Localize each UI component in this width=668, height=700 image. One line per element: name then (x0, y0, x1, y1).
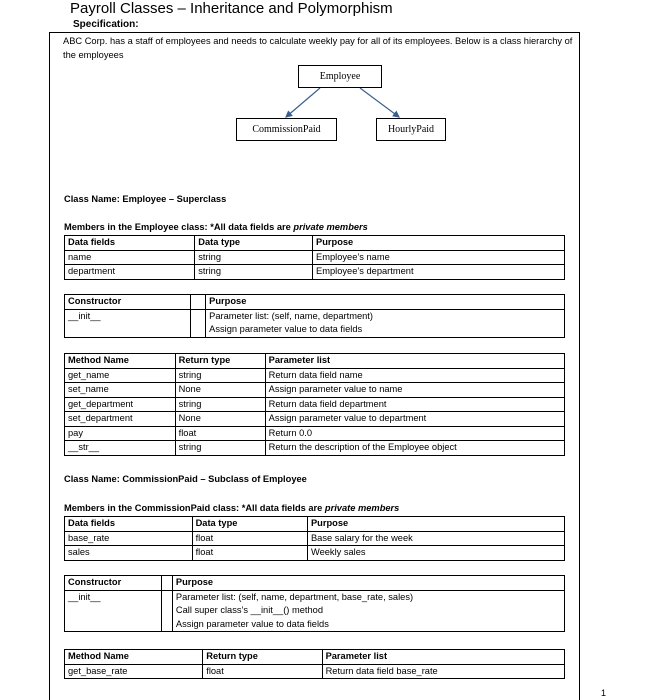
specification-label: Specification: (73, 19, 139, 30)
table-cell: float (192, 546, 307, 561)
table-cell: string (175, 368, 265, 383)
commission-constructor-table (64, 575, 565, 632)
table-cell: float (175, 426, 265, 441)
table-cell: float (192, 531, 307, 546)
commission-members-note (64, 503, 399, 513)
table-row (65, 590, 565, 632)
table-cell: department (65, 265, 195, 280)
table-cell: set_department (65, 412, 176, 427)
page-number: 1 (600, 688, 606, 698)
commission-members-label: Members in the CommissionPaid class: *All data fields are (64, 503, 325, 513)
arrow-to-hourlypaid (360, 88, 399, 117)
table-header-row (65, 295, 565, 310)
header-cell: Constructor (65, 295, 191, 310)
header-cell: Parameter list (265, 354, 564, 369)
table-cell (191, 309, 206, 337)
commission-class-name: Class Name: CommissionPaid – Subclass of Employee (64, 474, 307, 484)
table-cell: sales (65, 546, 193, 561)
employee-constructor-table (64, 294, 565, 338)
header-cell (191, 295, 206, 310)
employee-fields-table (64, 235, 565, 280)
header-cell: Purpose (206, 295, 565, 310)
header-cell: Method Name (65, 650, 203, 665)
constructor-purpose-line: Parameter list: (self, name, department) (209, 310, 373, 321)
table-row (65, 531, 565, 546)
header-cell: Data type (192, 517, 307, 532)
header-cell: Constructor (65, 576, 162, 591)
arrow-to-commissionpaid (286, 88, 320, 117)
employee-methods-table (64, 353, 565, 456)
table-row (65, 441, 565, 456)
table-cell (161, 590, 172, 632)
page-title: Payroll Classes – Inheritance and Polymorphism (70, 0, 393, 17)
header-cell: Purpose (172, 576, 564, 591)
constructor-purpose-line: Parameter list: (self, name, department, base_rate, sales) (175, 591, 414, 602)
diagram-employee-box: Employee (298, 65, 382, 88)
table-row (65, 397, 565, 412)
table-cell: Return 0.0 (265, 426, 564, 441)
table-cell: Assign parameter value to department (265, 412, 564, 427)
header-cell: Method Name (65, 354, 176, 369)
table-cell: Employee’s department (313, 265, 565, 280)
constructor-purpose-line: Call super class’s __init__() method (175, 605, 323, 615)
table-cell (206, 309, 565, 337)
commission-methods-table (64, 649, 565, 679)
table-header-row (65, 354, 565, 369)
table-cell: float (203, 664, 322, 679)
table-cell: Return data field base_rate (322, 664, 564, 679)
table-row (65, 664, 565, 679)
table-cell: base_rate (65, 531, 193, 546)
table-cell: None (175, 383, 265, 398)
table-cell: Return the description of the Employee object (265, 441, 564, 456)
table-header-row (65, 517, 565, 532)
table-header-row (65, 650, 565, 665)
table-cell: pay (65, 426, 176, 441)
table-row (65, 309, 565, 337)
table-cell: Return data field department (265, 397, 564, 412)
header-cell (161, 576, 172, 591)
table-cell: Assign parameter value to name (265, 383, 564, 398)
table-row (65, 426, 565, 441)
employee-class-name: Class Name: Employee – Superclass (64, 194, 227, 204)
table-cell: Base salary for the week (307, 531, 564, 546)
header-cell: Parameter list (322, 650, 564, 665)
employee-members-label: Members in the Employee class: *All data fields are (64, 222, 294, 232)
table-cell: __init__ (65, 309, 191, 337)
table-cell: name (65, 250, 195, 265)
table-row (65, 412, 565, 427)
table-cell: string (175, 397, 265, 412)
header-cell: Purpose (313, 236, 565, 251)
table-row (65, 265, 565, 280)
table-cell: Employee’s name (313, 250, 565, 265)
header-cell: Return type (203, 650, 322, 665)
header-cell: Return type (175, 354, 265, 369)
constructor-purpose-line: Assign parameter value to data fields (209, 324, 363, 334)
table-cell: get_base_rate (65, 664, 203, 679)
intro-paragraph: ABC Corp. has a staff of employees and needs to calculate weekly pay for all of its employees. Below is a class hierarchy of the employees (63, 36, 573, 60)
employee-members-note (64, 222, 368, 232)
header-cell: Data type (195, 236, 313, 251)
header-cell: Purpose (307, 517, 564, 532)
table-cell: get_department (65, 397, 176, 412)
table-cell: get_name (65, 368, 176, 383)
commission-members-emph: private members (324, 503, 400, 513)
table-cell (172, 590, 564, 632)
table-row (65, 250, 565, 265)
header-cell: Data fields (65, 236, 195, 251)
table-cell: Return data field name (265, 368, 564, 383)
constructor-purpose-line: Assign parameter value to data fields (175, 618, 329, 629)
diagram-commissionpaid-box: CommissionPaid (236, 118, 337, 141)
table-cell: string (195, 250, 313, 265)
table-row (65, 368, 565, 383)
table-header-row (65, 236, 565, 251)
table-cell: string (195, 265, 313, 280)
table-cell: string (175, 441, 265, 456)
table-cell: __init__ (65, 590, 162, 632)
table-row (65, 383, 565, 398)
table-cell: None (175, 412, 265, 427)
diagram-hourlypaid-box: HourlyPaid (376, 118, 446, 141)
commission-fields-table (64, 516, 565, 561)
table-cell: __str__ (65, 441, 176, 456)
table-row (65, 546, 565, 561)
employee-members-emph: private members (293, 222, 368, 232)
header-cell: Data fields (65, 517, 193, 532)
table-header-row (65, 576, 565, 591)
table-cell: set_name (65, 383, 176, 398)
table-cell: Weekly sales (307, 546, 564, 561)
